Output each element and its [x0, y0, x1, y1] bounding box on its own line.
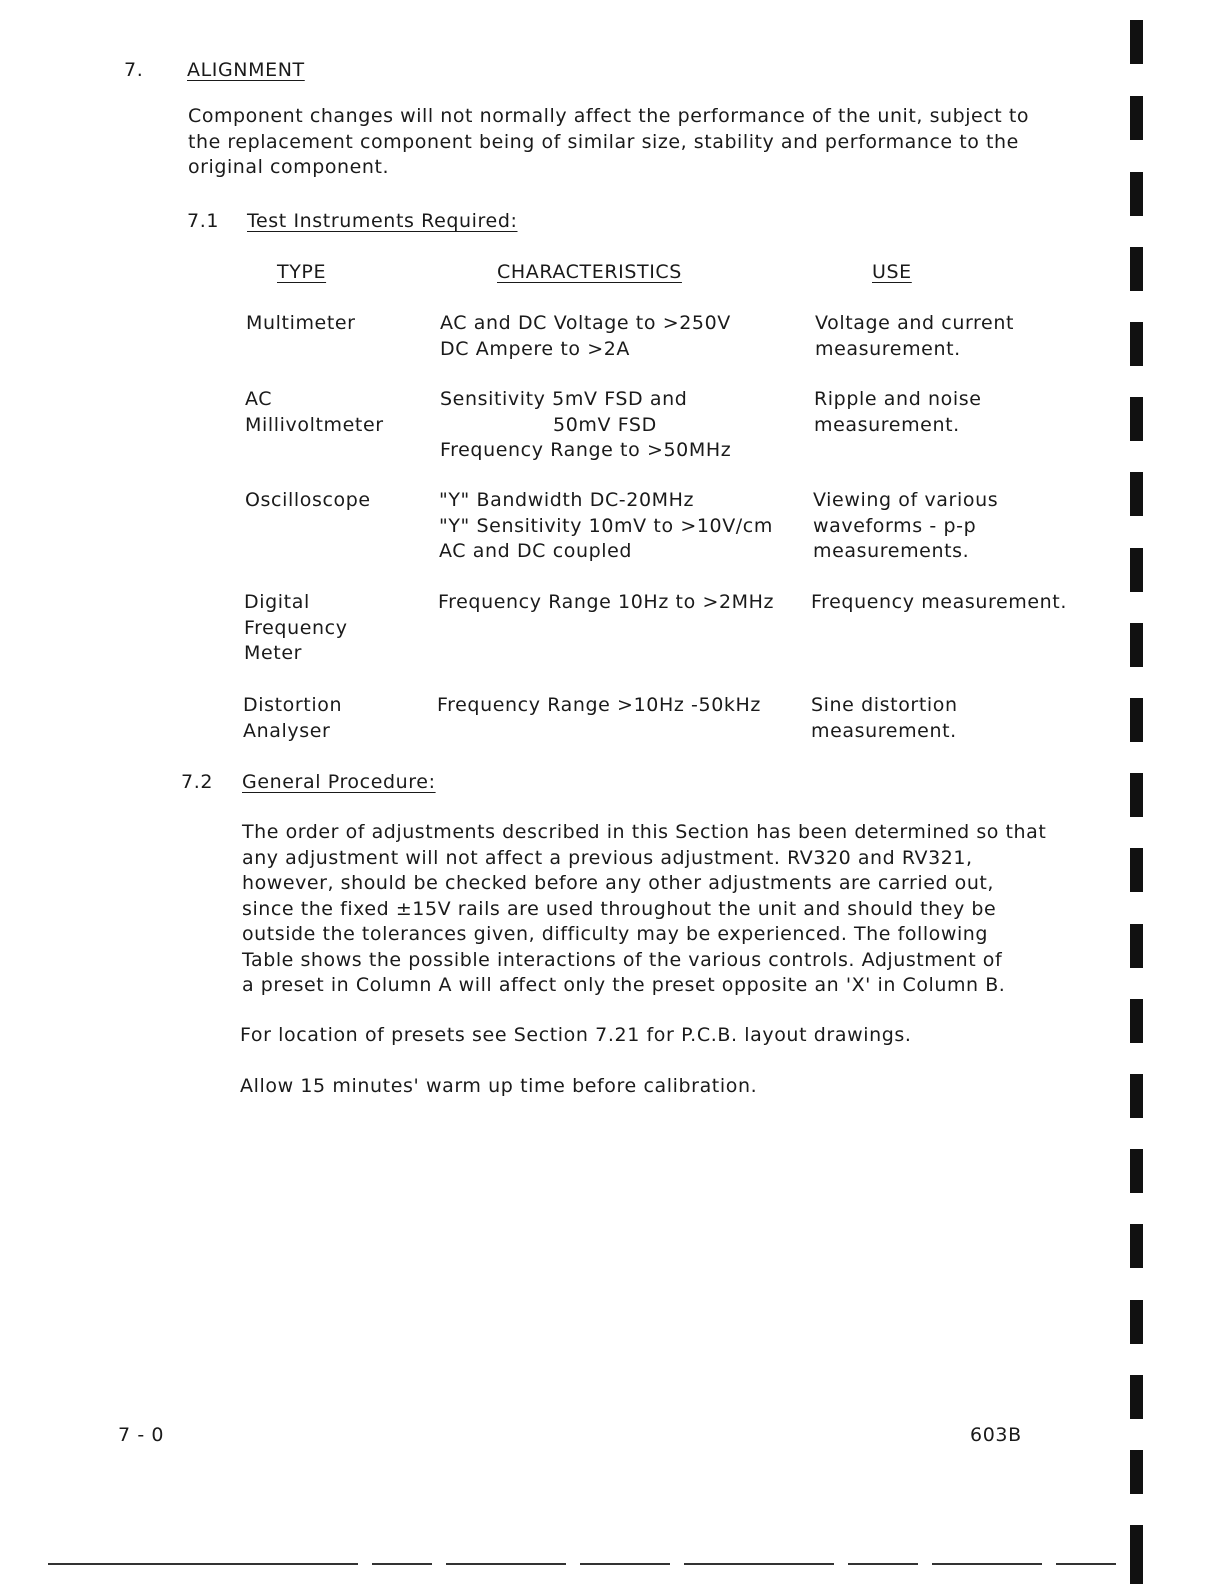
- table-cell-characteristics: Frequency Range 10Hz to >2MHz: [438, 591, 775, 613]
- table-header-use: USE: [872, 261, 912, 283]
- section-title: ALIGNMENT: [187, 59, 305, 81]
- table-cell-use: Frequency measurement.: [811, 591, 1067, 613]
- table-cell-type: Distortion Analyser: [243, 694, 343, 742]
- intro-paragraph: [188, 104, 1029, 181]
- edge-segment: [932, 1563, 1042, 1565]
- margin-mark: [1130, 1149, 1143, 1193]
- intro-line: original component.: [188, 156, 390, 178]
- margin-mark: [1130, 96, 1143, 140]
- margin-mark: [1130, 247, 1143, 291]
- edge-segment: [48, 1563, 358, 1565]
- procedure-line: Table shows the possible interactions of the various controls. Adjustment of: [242, 948, 1003, 971]
- table-cell-characteristics: "Y" Bandwidth DC-20MHz "Y" Sensitivity 10mV to >10V/cm AC and DC coupled: [439, 489, 773, 562]
- subsection-number: 7.1: [187, 210, 220, 232]
- warmup-note: Allow 15 minutes' warm up time before calibration.: [240, 1075, 758, 1097]
- margin-mark: [1130, 698, 1143, 742]
- subsection-title: Test Instruments Required:: [247, 210, 518, 232]
- margin-mark: [1130, 20, 1143, 64]
- page-number: 7 - 0: [118, 1424, 165, 1446]
- margin-mark: [1130, 322, 1143, 366]
- subsection-title: General Procedure:: [242, 771, 436, 793]
- table-cell-use: Voltage and current measurement.: [815, 312, 1015, 360]
- margin-mark: [1130, 848, 1143, 892]
- margin-mark: [1130, 1074, 1143, 1118]
- table-header-characteristics: CHARACTERISTICS: [497, 261, 682, 283]
- procedure-line: since the fixed ±15V rails are used throughout the unit and should they be: [242, 897, 997, 920]
- procedure-line: The order of adjustments described in this Section has been determined so that: [242, 821, 1047, 843]
- margin-mark: [1130, 623, 1143, 667]
- model-number: 603B: [970, 1424, 1022, 1446]
- margin-mark: [1130, 397, 1143, 441]
- table-header-type: TYPE: [277, 261, 327, 283]
- margin-mark: [1130, 548, 1143, 592]
- margin-mark: [1130, 1300, 1143, 1344]
- table-cell-characteristics: Frequency Range >10Hz -50kHz: [437, 694, 761, 716]
- table-cell-use: Sine distortion measurement.: [811, 694, 958, 742]
- margin-mark: [1130, 924, 1143, 968]
- intro-line: the replacement component being of similar size, stability and performance to the: [188, 130, 1019, 153]
- table-cell-type: Oscilloscope: [245, 489, 371, 511]
- procedure-line: however, should be checked before any other adjustments are carried out,: [242, 872, 995, 894]
- margin-mark: [1130, 999, 1143, 1043]
- margin-mark: [1130, 172, 1143, 216]
- subsection-number: 7.2: [181, 771, 214, 793]
- edge-segment: [848, 1563, 918, 1565]
- table-cell-use: Ripple and noise measurement.: [814, 388, 982, 436]
- margin-mark: [1130, 1224, 1143, 1268]
- table-cell-characteristics: AC and DC Voltage to >250V DC Ampere to >2A: [440, 312, 731, 360]
- edge-segment: [446, 1563, 566, 1565]
- table-cell-use: Viewing of various waveforms - p-p measurements.: [813, 489, 999, 562]
- table-cell-type: Digital Frequency Meter: [244, 591, 348, 664]
- procedure-line: outside the tolerances given, difficulty may be experienced. The following: [242, 923, 988, 945]
- margin-mark: [1130, 1375, 1143, 1419]
- procedure-line: any adjustment will not affect a previous adjustment. RV320 and RV321,: [242, 846, 973, 869]
- table-cell-type: AC Millivoltmeter: [245, 388, 384, 436]
- edge-segment: [1056, 1563, 1116, 1565]
- procedure-line: a preset in Column A will affect only the preset opposite an 'X' in Column B.: [242, 974, 1006, 996]
- margin-mark: [1130, 1525, 1143, 1584]
- procedure-paragraph: [242, 820, 1046, 999]
- section-number: 7.: [124, 59, 144, 81]
- margin-mark: [1130, 1450, 1143, 1494]
- edge-segment: [580, 1563, 670, 1565]
- table-cell-characteristics: Sensitivity 5mV FSD and 50mV FSD Frequency Range to >50MHz: [440, 388, 732, 461]
- location-note: For location of presets see Section 7.21 for P.C.B. layout drawings.: [240, 1024, 912, 1046]
- edge-segment: [684, 1563, 834, 1565]
- intro-line: Component changes will not normally affect the performance of the unit, subject to: [188, 105, 1030, 127]
- margin-mark: [1130, 472, 1143, 516]
- margin-mark: [1130, 773, 1143, 817]
- edge-segment: [372, 1563, 432, 1565]
- table-cell-type: Multimeter: [246, 312, 356, 334]
